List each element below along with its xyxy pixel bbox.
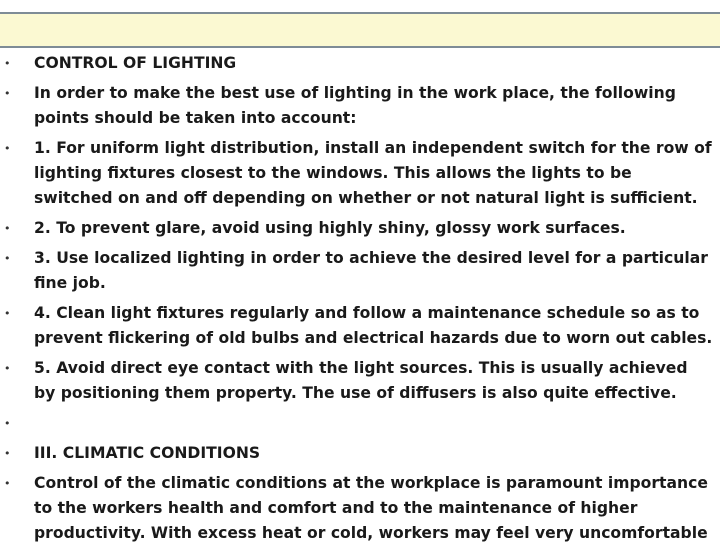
list-item xyxy=(0,441,720,466)
intro-text: In order to make the best use of lighting in the work place, the following points should be taken into account: xyxy=(34,84,676,127)
bullet: • xyxy=(4,87,11,100)
bullet: • xyxy=(4,362,11,375)
list-item xyxy=(0,216,720,241)
list-item xyxy=(0,471,720,546)
bullet: • xyxy=(4,142,11,155)
slide-content xyxy=(0,51,720,551)
point-2: 2. To prevent glare, avoid using highly shiny, glossy work surfaces. xyxy=(34,219,626,237)
list-item xyxy=(0,301,720,351)
list-item xyxy=(0,81,720,131)
list-item xyxy=(0,51,720,76)
bullet: • xyxy=(4,477,11,490)
point-4: 4. Clean light fixtures regularly and follow a maintenance schedule so as to prevent flickering of old bulbs and electrical hazards due to worn out cables. xyxy=(34,304,713,347)
bullet: • xyxy=(4,252,11,265)
bullet: • xyxy=(4,57,11,70)
bullet: • xyxy=(4,417,11,430)
list-item xyxy=(0,246,720,296)
heading-control-of-lighting: CONTROL OF LIGHTING xyxy=(34,54,237,72)
point-3: 3. Use localized lighting in order to achieve the desired level for a particular fine job. xyxy=(34,249,708,292)
bullet: • xyxy=(4,447,11,460)
bullet: • xyxy=(4,307,11,320)
list-item xyxy=(0,136,720,211)
climatic-text: Control of the climatic conditions at the workplace is paramount importance to the workers health and comfort and to the maintenance of higher productivity. With excess heat or cold, workers may feel very uncomfortable xyxy=(34,474,708,542)
point-1: 1. For uniform light distribution, install an independent switch for the row of lighting fixtures closest to the windows. This allows the lights to be switched on and off depending on whether or not natural light is sufficient. xyxy=(34,139,712,207)
title-bar xyxy=(0,12,720,48)
list-item xyxy=(0,411,720,436)
bullet: • xyxy=(4,222,11,235)
heading-climatic-conditions: III. CLIMATIC CONDITIONS xyxy=(34,444,261,462)
list-item xyxy=(0,356,720,406)
point-5: 5. Avoid direct eye contact with the light sources. This is usually achieved by positioning them property. The use of diffusers is also quite effective. xyxy=(34,359,688,402)
